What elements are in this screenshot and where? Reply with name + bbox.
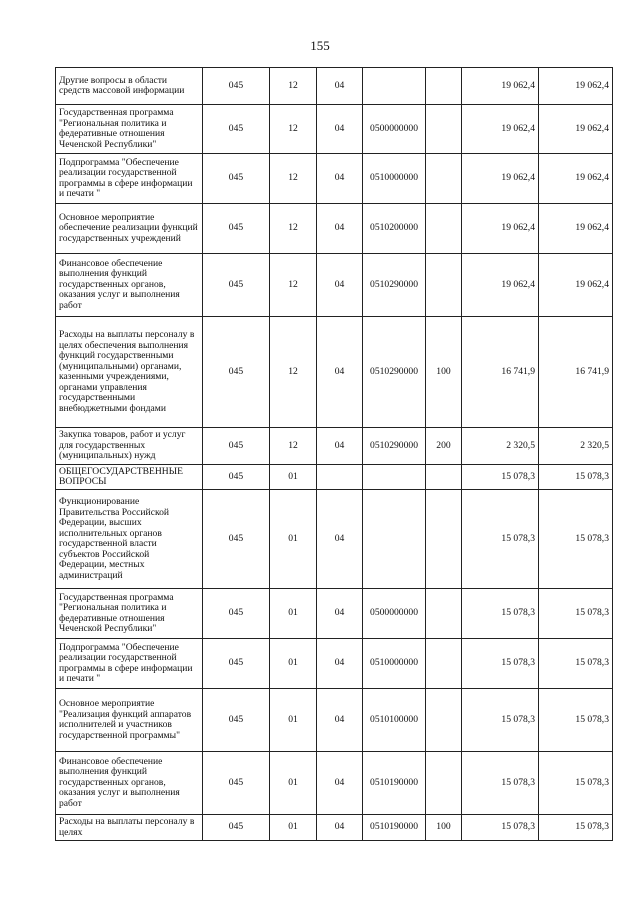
table-row bbox=[56, 154, 613, 204]
section-code: 01 bbox=[270, 689, 317, 752]
ved-code: 045 bbox=[203, 204, 270, 254]
target-article-code: 0510000000 bbox=[363, 639, 426, 689]
amount-1: 2 320,5 bbox=[462, 428, 539, 465]
table-row bbox=[56, 428, 613, 465]
subsection-code: 04 bbox=[317, 639, 363, 689]
amount-1: 19 062,4 bbox=[462, 254, 539, 317]
ved-code: 045 bbox=[203, 317, 270, 428]
amount-1: 16 741,9 bbox=[462, 317, 539, 428]
row-name: Государственная программа "Региональная политика и федеративные отношения Чеченской Республики" bbox=[56, 589, 203, 639]
target-article-code: 0500000000 bbox=[363, 105, 426, 154]
target-article-code: 0510200000 bbox=[363, 204, 426, 254]
section-code: 12 bbox=[270, 105, 317, 154]
section-code: 12 bbox=[270, 68, 317, 105]
table-row bbox=[56, 105, 613, 154]
expense-type-code bbox=[426, 105, 462, 154]
amount-2: 15 078,3 bbox=[539, 465, 613, 490]
target-article-code bbox=[363, 490, 426, 589]
subsection-code: 04 bbox=[317, 815, 363, 841]
table-row bbox=[56, 490, 613, 589]
table-row bbox=[56, 68, 613, 105]
section-code: 01 bbox=[270, 752, 317, 815]
row-name: Функционирование Правительства Российской Федерации, высших исполнительных органов государственной власти субъектов Российской Федерации, местных администраций bbox=[56, 490, 203, 589]
row-name: Закупка товаров, работ и услуг для государственных (муниципальных) нужд bbox=[56, 428, 203, 465]
amount-2: 15 078,3 bbox=[539, 689, 613, 752]
ved-code: 045 bbox=[203, 465, 270, 490]
table-row bbox=[56, 204, 613, 254]
amount-1: 19 062,4 bbox=[462, 105, 539, 154]
expense-type-code: 200 bbox=[426, 428, 462, 465]
target-article-code: 0510190000 bbox=[363, 815, 426, 841]
amount-2: 19 062,4 bbox=[539, 68, 613, 105]
amount-2: 15 078,3 bbox=[539, 639, 613, 689]
expense-type-code bbox=[426, 689, 462, 752]
ved-code: 045 bbox=[203, 589, 270, 639]
expense-type-code bbox=[426, 490, 462, 589]
expense-type-code: 100 bbox=[426, 317, 462, 428]
subsection-code: 04 bbox=[317, 105, 363, 154]
amount-2: 15 078,3 bbox=[539, 490, 613, 589]
table-row bbox=[56, 589, 613, 639]
expense-type-code bbox=[426, 589, 462, 639]
ved-code: 045 bbox=[203, 428, 270, 465]
target-article-code: 0500000000 bbox=[363, 589, 426, 639]
expense-type-code bbox=[426, 154, 462, 204]
expense-type-code bbox=[426, 204, 462, 254]
table-row bbox=[56, 254, 613, 317]
table-row bbox=[56, 815, 613, 841]
subsection-code: 04 bbox=[317, 689, 363, 752]
ved-code: 045 bbox=[203, 105, 270, 154]
amount-1: 15 078,3 bbox=[462, 490, 539, 589]
table-row bbox=[56, 689, 613, 752]
row-name: Подпрограмма "Обеспечение реализации государственной программы в сфере информации и печати " bbox=[56, 639, 203, 689]
subsection-code bbox=[317, 465, 363, 490]
row-name: Расходы на выплаты персоналу в целях bbox=[56, 815, 203, 841]
section-code: 01 bbox=[270, 589, 317, 639]
subsection-code: 04 bbox=[317, 428, 363, 465]
target-article-code: 0510100000 bbox=[363, 689, 426, 752]
section-code: 12 bbox=[270, 428, 317, 465]
expense-type-code bbox=[426, 465, 462, 490]
section-code: 12 bbox=[270, 204, 317, 254]
row-name: Финансовое обеспечение выполнения функций государственных органов, оказания услуг и выполнения работ bbox=[56, 752, 203, 815]
table-row bbox=[56, 752, 613, 815]
amount-1: 19 062,4 bbox=[462, 68, 539, 105]
target-article-code: 0510290000 bbox=[363, 254, 426, 317]
amount-2: 15 078,3 bbox=[539, 815, 613, 841]
table-row bbox=[56, 465, 613, 490]
amount-2: 15 078,3 bbox=[539, 589, 613, 639]
amount-2: 2 320,5 bbox=[539, 428, 613, 465]
subsection-code: 04 bbox=[317, 589, 363, 639]
amount-1: 15 078,3 bbox=[462, 689, 539, 752]
amount-2: 19 062,4 bbox=[539, 154, 613, 204]
row-name: Основное мероприятие обеспечение реализации функций государственных учреждений bbox=[56, 204, 203, 254]
amount-1: 15 078,3 bbox=[462, 815, 539, 841]
row-name: Подпрограмма "Обеспечение реализации государственной программы в сфере информации и печати " bbox=[56, 154, 203, 204]
ved-code: 045 bbox=[203, 689, 270, 752]
amount-2: 19 062,4 bbox=[539, 254, 613, 317]
target-article-code: 0510190000 bbox=[363, 752, 426, 815]
section-code: 01 bbox=[270, 639, 317, 689]
row-name: Расходы на выплаты персоналу в целях обеспечения выполнения функций государственными (муниципальными) органами, казенными учреждениями, органами управления государственными внебюджетными фондами bbox=[56, 317, 203, 428]
expense-type-code bbox=[426, 254, 462, 317]
amount-2: 19 062,4 bbox=[539, 105, 613, 154]
row-name: Основное мероприятие "Реализация функций аппаратов исполнителей и участников государственной программы" bbox=[56, 689, 203, 752]
subsection-code: 04 bbox=[317, 154, 363, 204]
ved-code: 045 bbox=[203, 639, 270, 689]
amount-2: 19 062,4 bbox=[539, 204, 613, 254]
row-name: ОБЩЕГОСУДАРСТВЕННЫЕ ВОПРОСЫ bbox=[56, 465, 203, 490]
ved-code: 045 bbox=[203, 752, 270, 815]
target-article-code: 0510290000 bbox=[363, 428, 426, 465]
row-name: Государственная программа "Региональная политика и федеративные отношения Чеченской Республики" bbox=[56, 105, 203, 154]
subsection-code: 04 bbox=[317, 490, 363, 589]
ved-code: 045 bbox=[203, 254, 270, 317]
subsection-code: 04 bbox=[317, 204, 363, 254]
amount-2: 15 078,3 bbox=[539, 752, 613, 815]
section-code: 01 bbox=[270, 465, 317, 490]
ved-code: 045 bbox=[203, 815, 270, 841]
section-code: 01 bbox=[270, 815, 317, 841]
expense-type-code bbox=[426, 68, 462, 105]
expense-type-code: 100 bbox=[426, 815, 462, 841]
subsection-code: 04 bbox=[317, 254, 363, 317]
amount-2: 16 741,9 bbox=[539, 317, 613, 428]
target-article-code: 0510290000 bbox=[363, 317, 426, 428]
budget-table bbox=[55, 67, 613, 841]
amount-1: 15 078,3 bbox=[462, 639, 539, 689]
amount-1: 15 078,3 bbox=[462, 752, 539, 815]
ved-code: 045 bbox=[203, 68, 270, 105]
section-code: 12 bbox=[270, 154, 317, 204]
table-row bbox=[56, 317, 613, 428]
subsection-code: 04 bbox=[317, 752, 363, 815]
expense-type-code bbox=[426, 752, 462, 815]
row-name: Финансовое обеспечение выполнения функций государственных органов, оказания услуг и выполнения работ bbox=[56, 254, 203, 317]
section-code: 12 bbox=[270, 317, 317, 428]
amount-1: 15 078,3 bbox=[462, 589, 539, 639]
row-name: Другие вопросы в области средств массовой информации bbox=[56, 68, 203, 105]
ved-code: 045 bbox=[203, 154, 270, 204]
target-article-code bbox=[363, 465, 426, 490]
page-number: 155 bbox=[310, 38, 330, 53]
amount-1: 15 078,3 bbox=[462, 465, 539, 490]
target-article-code: 0510000000 bbox=[363, 154, 426, 204]
section-code: 01 bbox=[270, 490, 317, 589]
amount-1: 19 062,4 bbox=[462, 204, 539, 254]
subsection-code: 04 bbox=[317, 317, 363, 428]
target-article-code bbox=[363, 68, 426, 105]
ved-code: 045 bbox=[203, 490, 270, 589]
amount-1: 19 062,4 bbox=[462, 154, 539, 204]
expense-type-code bbox=[426, 639, 462, 689]
table-row bbox=[56, 639, 613, 689]
section-code: 12 bbox=[270, 254, 317, 317]
subsection-code: 04 bbox=[317, 68, 363, 105]
